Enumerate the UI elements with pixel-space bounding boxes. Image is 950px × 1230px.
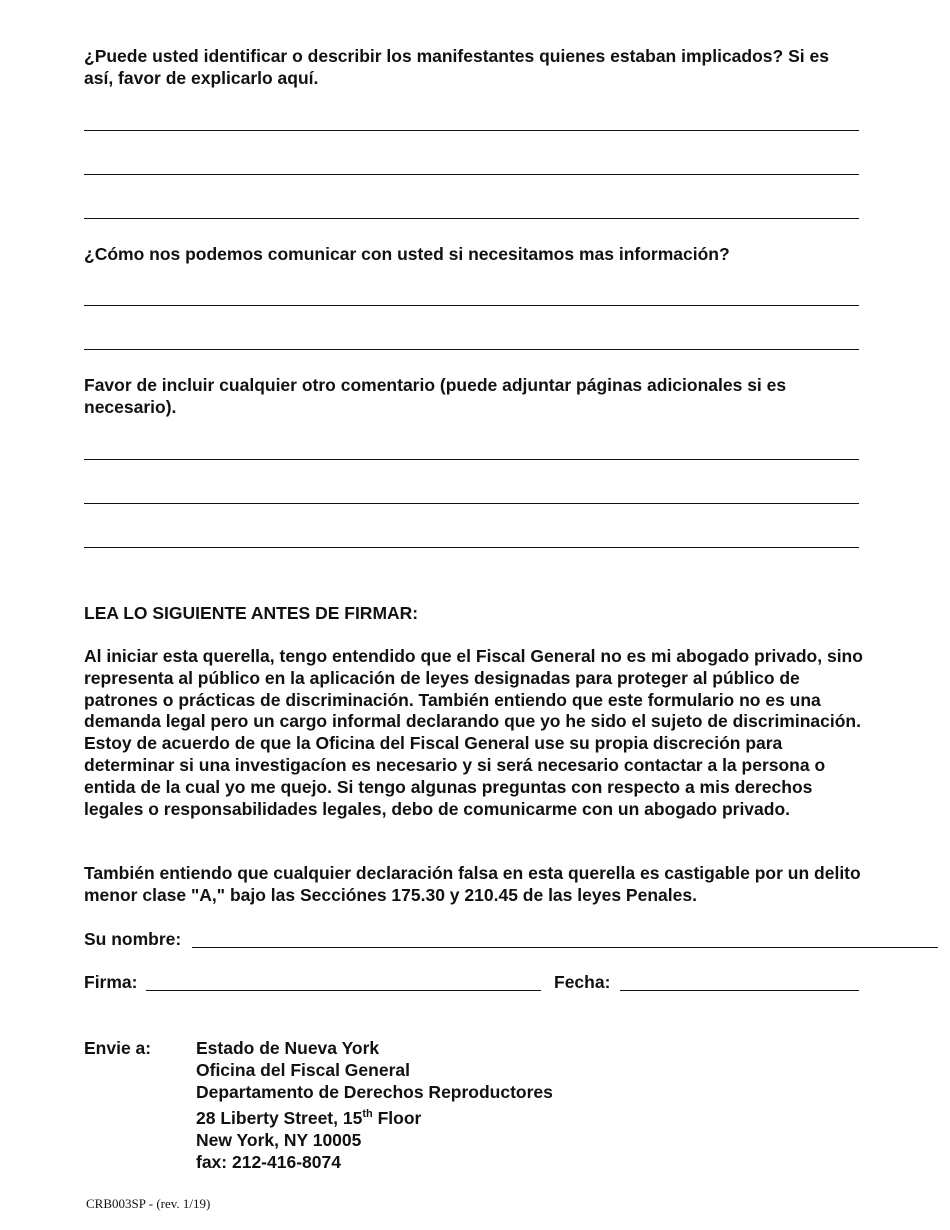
address-line: fax: 212-416-8074 [196, 1151, 341, 1172]
question-contact: ¿Cómo nos podemos comunicar con usted si necesitamos mas información? [84, 244, 730, 264]
address-line: New York, NY 10005 [196, 1129, 362, 1150]
question-comments: Favor de incluir cualquier otro comentario (puede adjuntar páginas adicionales si es necesario). [84, 375, 787, 417]
answer-line[interactable] [84, 547, 859, 548]
date-input-line[interactable] [620, 990, 859, 991]
date-label: Fecha: [554, 972, 611, 992]
signature-input-line[interactable] [146, 990, 541, 991]
address-line: Oficina del Fiscal General [196, 1060, 410, 1080]
name-input-line[interactable] [192, 947, 938, 948]
mail-to-address [196, 1037, 553, 1173]
name-field-row [84, 928, 860, 952]
answer-line[interactable] [84, 218, 859, 219]
answer-line[interactable] [84, 305, 859, 306]
answer-line[interactable] [84, 130, 859, 131]
address-line: Estado de Nueva York [196, 1038, 380, 1058]
notice-paragraph-2: También entiendo que cualquier declaración falsa en esta querella es castigable por un delito menor clase "A," bajo las Secciónes 175.30 y 210.45 de las leyes Penales. [84, 863, 861, 905]
question-protesters: ¿Puede usted identificar o describir los manifestantes quienes estaban implicados? Si es así, favor de explicarlo aquí. [84, 46, 829, 88]
signature-label: Firma: [84, 972, 138, 992]
name-label: Su nombre: [84, 929, 182, 949]
notice-heading: LEA LO SIGUIENTE ANTES DE FIRMAR: [84, 603, 419, 623]
answer-line[interactable] [84, 174, 859, 175]
answer-line[interactable] [84, 349, 859, 350]
form-revision-footer: CRB003SP - (rev. 1/19) [86, 1196, 211, 1211]
mail-to-label: Envie a: [84, 1038, 152, 1058]
answer-line[interactable] [84, 459, 859, 460]
address-line: Departamento de Derechos Reproductores [196, 1082, 553, 1102]
signature-date-row [84, 971, 860, 995]
notice-paragraph-1: Al iniciar esta querella, tengo entendido que el Fiscal General no es mi abogado privado, sino representa al público en la aplicación de leyes designadas para proteger al público de patrones o prácticas de discriminación. También entiendo que este formulario no es una demanda legal pero un cargo informal declarando que yo he sido el sujeto de discriminación. Estoy de acuerdo de que la Oficina del Fiscal General use su propia discreción para determinar si una investigacíon es necesario y si será necesario contactar a la persona o entida de la cual yo me quejo. Si tengo algunas preguntas con respecto a mis derechos legales o responsabilidades legales, debo de comunicarme con un abogado privado. [84, 646, 863, 819]
answer-line[interactable] [84, 503, 859, 504]
address-line: 28 Liberty Street, 15th Floor [196, 1107, 422, 1128]
